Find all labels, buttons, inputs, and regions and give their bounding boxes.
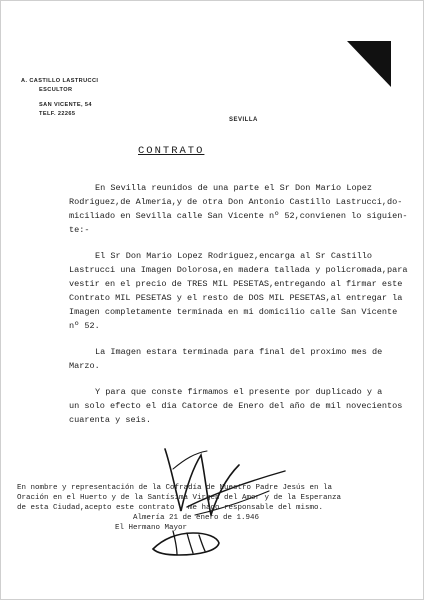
footer-line: Oración en el Huerto y de la Santísima Virgen del Amor y de la Esperanza <box>17 494 342 502</box>
document-title: CONTRATO <box>138 145 205 157</box>
body-line: La Imagen estara terminada para final del proximo mes de <box>95 347 383 357</box>
body-line: Contrato MIL PESETAS y el resto de DOS MIL PESETAS,al entregar la <box>69 293 403 303</box>
footer-date: Almería 21 de enero de 1.946 <box>133 514 260 522</box>
letterhead-phone: TELF. 22265 <box>39 111 76 117</box>
city-heading: SEVILLA <box>229 117 258 123</box>
body-line: Imagen completamente terminada en mi domicilio calle San Vicente <box>69 307 398 317</box>
body-line: Rodriguez,de Almeria,y de otra Don Antonio Castillo Lastrucci,do- <box>69 197 403 207</box>
body-line: un solo efecto el dia Catorce de Enero del año de mil novecientos <box>69 401 403 411</box>
body-line: vestir en el precio de TRES MIL PESETAS,entregando al firmar este <box>69 279 403 289</box>
body-line: En Sevilla reunidos de una parte el Sr Don Mario Lopez <box>95 183 372 193</box>
letterhead-role: ESCULTOR <box>39 87 73 93</box>
contract-body <box>69 181 408 427</box>
footer-line: En nombre y representación de la Cofradía de Nuestro Padre Jesús en la <box>17 484 333 492</box>
body-line: El Sr Don Mario Lopez Rodriguez,encarga al Sr Castillo <box>95 251 372 261</box>
letterhead-name: A. CASTILLO LASTRUCCI <box>21 78 99 84</box>
letterhead-address: SAN VICENTE, 54 <box>39 102 92 108</box>
body-line: Y para que conste firmamos el presente por duplicado y a <box>95 387 383 397</box>
body-line: Lastrucci una Imagen Dolorosa,en madera tallada y policromada,para <box>69 265 408 275</box>
signature <box>147 521 227 561</box>
body-line: te:- <box>69 225 90 235</box>
corner-fold-mark <box>347 41 391 87</box>
body-line: Marzo. <box>69 361 100 371</box>
body-line: miciliado en Sevilla calle San Vicente nº 52,convienen lo siguien- <box>69 211 408 221</box>
footer-signatory-role: El Hermano Mayor <box>115 524 188 532</box>
footer-line: de esta Ciudad,acepto este contrato y me hago responsable del mismo. <box>17 504 324 512</box>
body-line: nº 52. <box>69 321 100 331</box>
body-line: cuarenta y seis. <box>69 415 152 425</box>
